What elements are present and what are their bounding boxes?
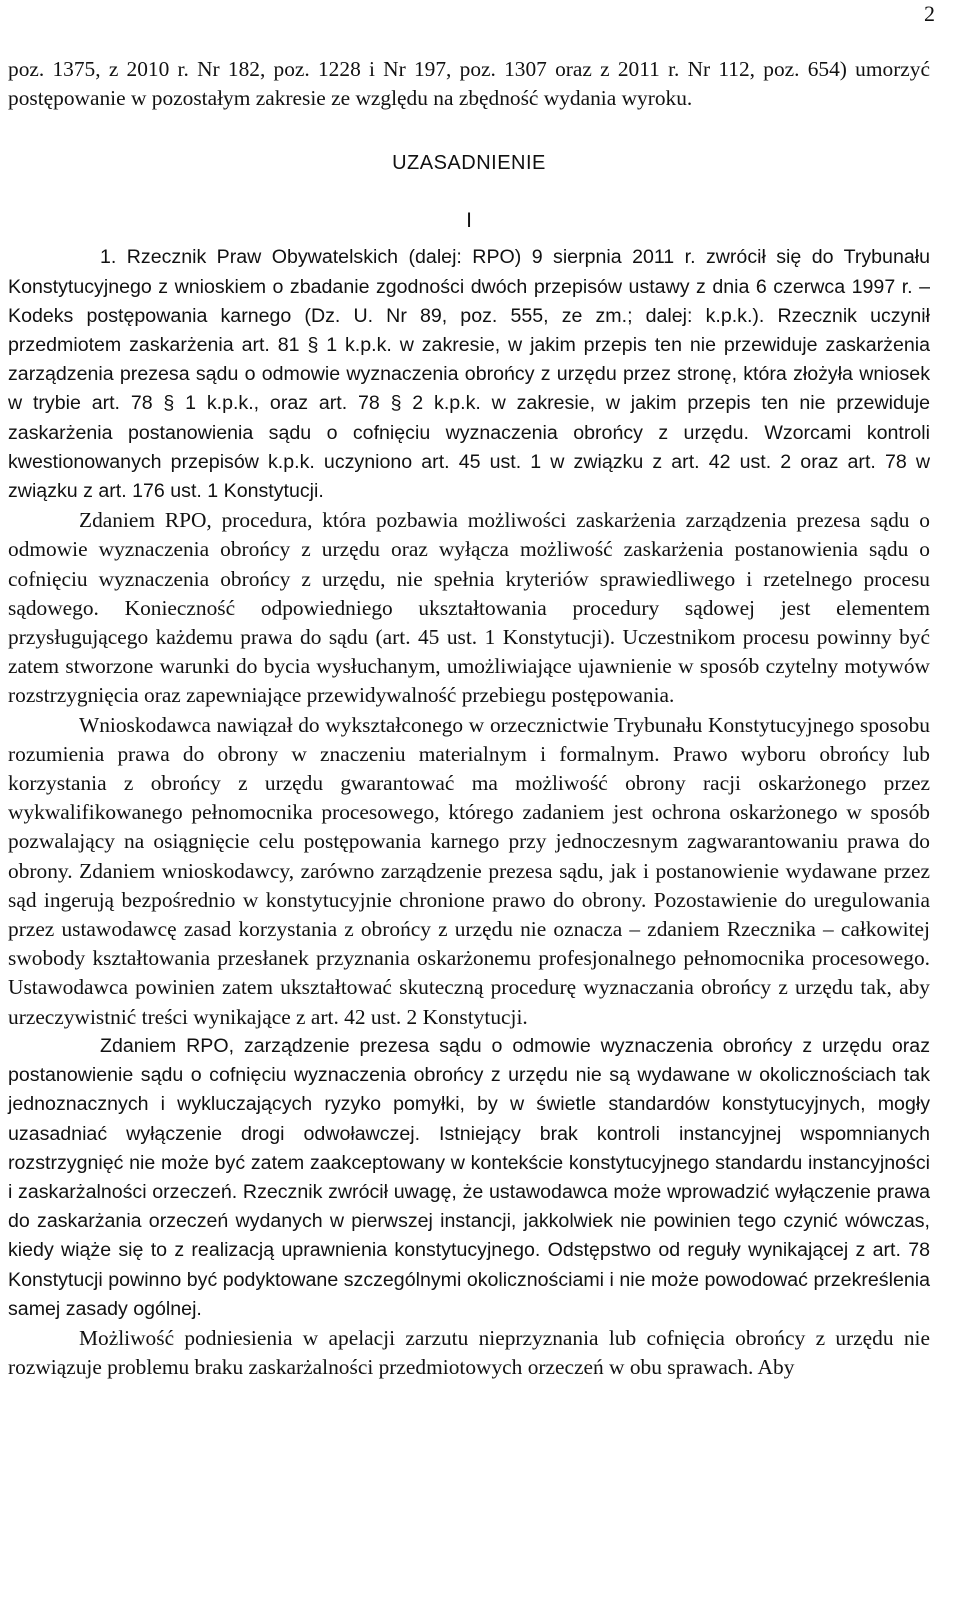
page-number: 2 [924, 1, 935, 26]
page-title: UZASADNIENIE [392, 152, 546, 175]
paragraph-3: Wnioskodawca nawiązał do wykształconego w orzecznictwie Trybunału Konstytucyjnego sposobu rozumienia prawa do obrony w znaczeniu materialnym i formalnym. Prawo wyboru obrońcy lub korzystania z obrońcy z urzędu gwarantować ma możliwość obrony racji oskarżonego przez wykwalifikowanego pełnomocnika procesowego, którego zadaniem jest ochrona oskarżonego w sposób pozwalający na osiągnięcie celu postępowania karnego przy jednoczesnym zagwarantowaniu prawa do obrony. Zdaniem wnioskodawcy, zarówno zarządzenie prezesa sądu, jak i postanowienie wydawane przez sąd ingerują bezpośrednio w konstytucyjnie chronione prawo do obrony. Pozostawienie do uregulowania przez ustawodawcę zasad korzystania z obrońcy z urzędu nie oznacza – zdaniem Rzecznika – całkowitej swobody kształtowania przesłanek przyznania oskarżonemu profesjonalnego pełnomocnika procesowego. Ustawodawca powinien zatem ukształtować skuteczną procedurę wyznaczania obrońcy z urzędu tak, aby urzeczywistnić treści wynikające z art. 42 ust. 2 Konstytucji. [8, 712, 930, 1029]
paragraph-2: Zdaniem RPO, procedura, która pozbawia możliwości zaskarżenia zarządzenia prezesa sądu o odmowie wyznaczenia obrońcy z urzędu oraz wyłącza możliwość zaskarżenia postanowienia sądu o cofnięciu wyznaczenia obrońcy z urzędu, nie spełnia kryteriów sprawiedliwego i rzetelnego procesu sądowego. Konieczność odpowiedniego ukształtowania procedury sądowej jest elementem przysługującego każdemu prawa do sądu (art. 45 ust. 1 Konstytucji). Uczestnikom procesu powinny być zatem stworzone warunki do bycia wysłuchanym, umożliwiające ujawnienie w sposób czytelny motywów rozstrzygnięcia oraz zapewniające przewidywalność przebiegu postępowania. [8, 508, 930, 708]
paragraph-4: Zdaniem RPO, zarządzenie prezesa sądu o odmowie wyznaczenia obrońcy z urzędu oraz postanowienie sądu o cofnięciu wyznaczenia obrońcy z urzędu nie są wydawane w okolicznościach tak jednoznacznych i wykluczających ryzyko pomyłki, by w świetle standardów konstytucyjnych, mogły uzasadniać wyłączenie drogi odwoławczej. Istniejący brak kontroli instancyjnej wspomnianych rozstrzygnięć nie może być zatem zaakceptowany w kontekście konstytucyjnego standardu instancyjności i zaskarżalności orzeczeń. Rzecznik zwrócił uwagę, że ustawodawca może wprowadzić wyłączenie prawa do zaskarżania orzeczeń wydanych w pierwszej instancji, jakkolwiek nie powinien tego czynić wówczas, kiedy wiąże się to z realizacją uprawnienia konstytucyjnego. Odstępstwo od reguły wynikającej z art. 78 Konstytucji powinno być podyktowane szczególnymi okolicznościami i nie może powodować przekreślenia samej zasady ogólnej. [8, 1034, 930, 1320]
section-heading: I [466, 209, 472, 233]
opening-paragraph: poz. 1375, z 2010 r. Nr 182, poz. 1228 i Nr 197, poz. 1307 oraz z 2011 r. Nr 112, poz. 654) umorzyć postępowanie w pozostałym zakresie ze względu na zbędność wydania wyroku. [8, 57, 930, 111]
document-page [8, 55, 930, 1382]
paragraph-1: 1. Rzecznik Praw Obywatelskich (dalej: RPO) 9 sierpnia 2011 r. zwrócił się do Trybunału Konstytucyjnego z wnioskiem o zbadanie zgodności dwóch przepisów ustawy z dnia 6 czerwca 1997 r. – Kodeks postępowania karnego (Dz. U. Nr 89, poz. 555, ze zm.; dalej: k.p.k.). Rzecznik uczynił przedmiotem zaskarżenia art. 81 § 1 k.p.k. w zakresie, w jakim przepis ten nie przewiduje zaskarżenia zarządzenia prezesa sądu o odmowie wyznaczenia obrońcy z urzędu przez stronę, która złożyła wniosek w trybie art. 78 § 1 k.p.k., oraz art. 78 § 2 k.p.k. w zakresie, w jakim przepis ten nie przewiduje zaskarżenia postanowienia sądu o cofnięciu wyznaczenia obrońcy z urzędu. Wzorcami kontroli kwestionowanych przepisów k.p.k. uczyniono art. 45 ust. 1 w związku z art. 42 ust. 2 oraz art. 78 w związku z art. 176 ust. 1 Konstytucji. [8, 246, 930, 503]
paragraph-5: Możliwość podniesienia w apelacji zarzutu nieprzyznania lub cofnięcia obrońcy z urzędu nie rozwiązuje problemu braku zaskarżalności przedmiotowych orzeczeń w obu sprawach. Aby [8, 1325, 930, 1380]
